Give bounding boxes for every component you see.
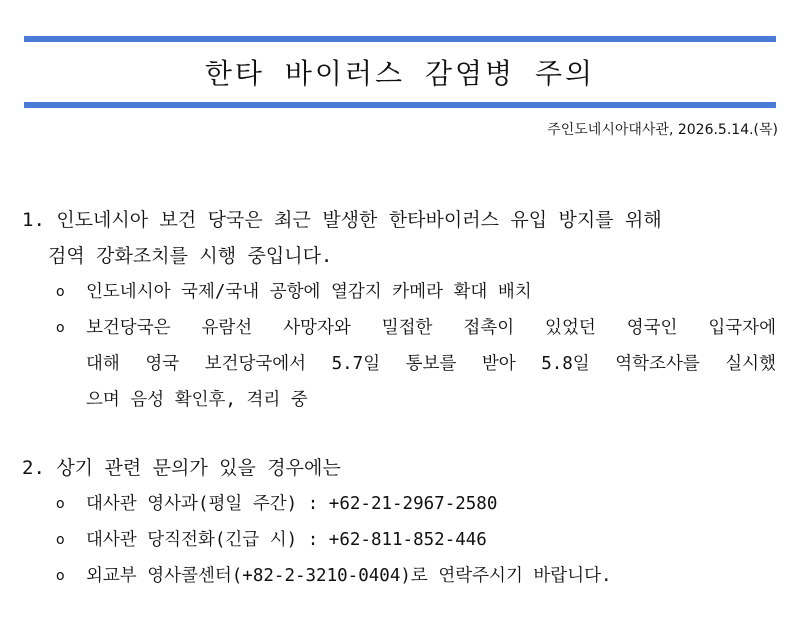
section-1-bullet-1: [22, 274, 782, 310]
section-2-bullet-1-text: 대사관 영사과(평일 주간) : +62-21-2967-2580: [86, 494, 498, 514]
bullet-circle-icon: o: [56, 568, 65, 584]
title-bottom-rule: [24, 102, 776, 108]
dateline: 주인도네시아대사관, 2026.5.14.(목): [547, 122, 778, 138]
section-1-bullet-2-line-1: 보건당국은 유람선 사망자와 밀접한 접촉이 있었던 영국인 입국자에: [86, 318, 776, 338]
page-title: 한타 바이러스 감염병 주의: [204, 57, 596, 90]
bullet-circle-icon: o: [56, 496, 65, 512]
section-1: [22, 202, 782, 418]
section-1-bullet-2-line-2: 대해 영국 보건당국에서 5.7일 통보를 받아 5.8일 역학조사를 실시했: [86, 354, 776, 374]
section-2-bullet-3: [22, 558, 782, 594]
section-1-bullet-1-text: 인도네시아 국제/국내 공항에 열감지 카메라 확대 배치: [86, 282, 532, 302]
section-1-heading-line-2: 검역 강화조치를 시행 중입니다.: [48, 245, 333, 267]
section-1-bullet-2-line-3: 으며 음성 확인후, 격리 중: [86, 390, 308, 410]
section-2-bullet-1: [22, 486, 782, 522]
section-1-bullet-2: [22, 310, 782, 418]
title-top-rule: [24, 36, 776, 42]
section-2: [22, 450, 782, 594]
section-2-bullet-2-text: 대사관 당직전화(긴급 시) : +62-811-852-446: [86, 530, 487, 550]
section-1-heading-line-1: 1. 인도네시아 보건 당국은 최근 발생한 한타바이러스 유입 방지를 위해: [22, 209, 662, 231]
bullet-circle-icon: o: [56, 532, 65, 548]
section-2-heading: 2. 상기 관련 문의가 있을 경우에는: [22, 457, 341, 479]
section-2-bullet-3-text: 외교부 영사콜센터(+82-2-3210-0404)로 연락주시기 바랍니다.: [86, 566, 612, 586]
bullet-circle-icon: o: [56, 284, 65, 300]
bullet-circle-icon: o: [56, 320, 65, 336]
section-2-bullet-2: [22, 522, 782, 558]
